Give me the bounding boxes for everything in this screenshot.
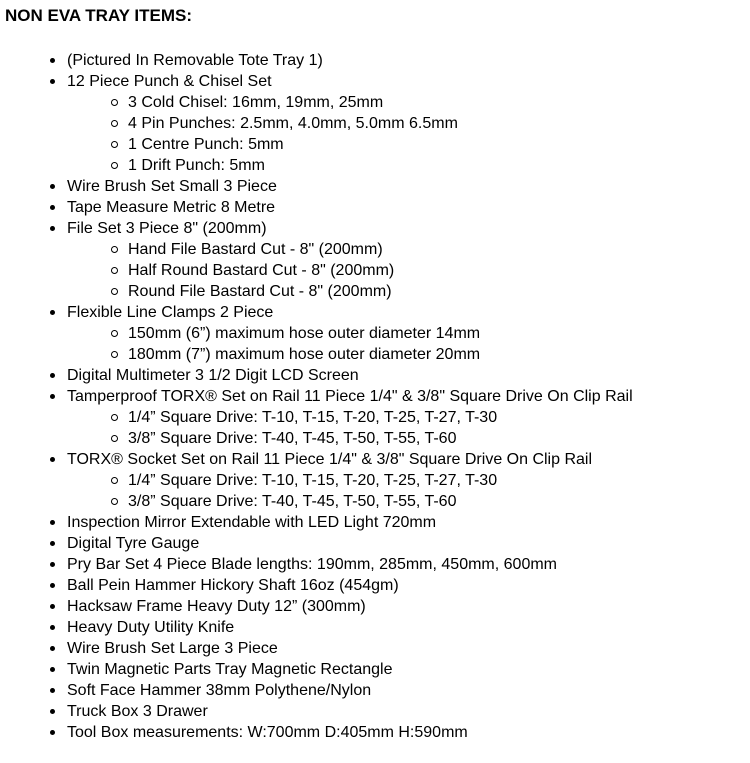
sub-list-item: 3 Cold Chisel: 16mm, 19mm, 25mm xyxy=(67,92,633,113)
list-item-label: Hacksaw Frame Heavy Duty 12” (300mm) xyxy=(67,598,366,615)
list-item xyxy=(0,218,633,302)
list-item-label: Tape Measure Metric 8 Metre xyxy=(67,199,276,216)
list-item xyxy=(0,386,633,449)
list-item-label: TORX® Socket Set on Rail 11 Piece 1/4" & 3/8" Square Drive On Clip Rail xyxy=(67,451,593,468)
section-title: NON EVA TRAY ITEMS: xyxy=(5,6,193,25)
list-item-label: Soft Face Hammer 38mm Polythene/Nylon xyxy=(67,682,372,699)
sub-list xyxy=(67,470,633,512)
list-item xyxy=(0,533,633,554)
item-list xyxy=(0,50,633,743)
list-item-label: Heavy Duty Utility Knife xyxy=(67,619,235,636)
list-item-label: Ball Pein Hammer Hickory Shaft 16oz (454gm) xyxy=(67,577,399,594)
list-item-label: Digital Multimeter 3 1/2 Digit LCD Screen xyxy=(67,367,359,384)
list-item xyxy=(0,659,633,680)
list-item xyxy=(0,722,633,743)
list-item-label: Inspection Mirror Extendable with LED Light 720mm xyxy=(67,514,437,531)
list-item-label: Flexible Line Clamps 2 Piece xyxy=(67,304,274,321)
list-item xyxy=(0,50,633,71)
list-item xyxy=(0,449,633,512)
list-item-label: (Pictured In Removable Tote Tray 1) xyxy=(67,52,323,69)
list-item-label: Tamperproof TORX® Set on Rail 11 Piece 1/4" & 3/8" Square Drive On Clip Rail xyxy=(67,388,633,405)
list-item xyxy=(0,71,633,176)
sub-list-item: 4 Pin Punches: 2.5mm, 4.0mm, 5.0mm 6.5mm xyxy=(67,113,633,134)
sub-list-item: 150mm (6”) maximum hose outer diameter 14mm xyxy=(67,323,633,344)
sub-list-item: Half Round Bastard Cut - 8" (200mm) xyxy=(67,260,633,281)
sub-list-item: 1 Drift Punch: 5mm xyxy=(67,155,633,176)
list-item-label: File Set 3 Piece 8" (200mm) xyxy=(67,220,267,237)
list-item-label: Pry Bar Set 4 Piece Blade lengths: 190mm, 285mm, 450mm, 600mm xyxy=(67,556,557,573)
sub-list-item: 1/4” Square Drive: T-10, T-15, T-20, T-25, T-27, T-30 xyxy=(67,407,633,428)
list-item xyxy=(0,197,633,218)
sub-list-item: Round File Bastard Cut - 8" (200mm) xyxy=(67,281,633,302)
list-item-label: Truck Box 3 Drawer xyxy=(67,703,208,720)
sub-list-item: 180mm (7”) maximum hose outer diameter 20mm xyxy=(67,344,633,365)
list-item-label: Tool Box measurements: W:700mm D:405mm H:590mm xyxy=(67,724,468,741)
list-item xyxy=(0,596,633,617)
sub-list-item: 3/8” Square Drive: T-40, T-45, T-50, T-55, T-60 xyxy=(67,428,633,449)
list-item xyxy=(0,680,633,701)
list-item-label: Digital Tyre Gauge xyxy=(67,535,200,552)
list-item xyxy=(0,365,633,386)
sub-list xyxy=(67,323,633,365)
list-item xyxy=(0,302,633,365)
list-item xyxy=(0,617,633,638)
list-item xyxy=(0,176,633,197)
sub-list xyxy=(67,239,633,302)
sub-list-item: 3/8” Square Drive: T-40, T-45, T-50, T-55, T-60 xyxy=(67,491,633,512)
sub-list-item: Hand File Bastard Cut - 8" (200mm) xyxy=(67,239,633,260)
sub-list xyxy=(67,92,633,176)
list-item xyxy=(0,554,633,575)
list-item xyxy=(0,701,633,722)
list-item xyxy=(0,575,633,596)
sub-list-item: 1/4” Square Drive: T-10, T-15, T-20, T-25, T-27, T-30 xyxy=(67,470,633,491)
list-item-label: 12 Piece Punch & Chisel Set xyxy=(67,73,272,90)
list-item-label: Twin Magnetic Parts Tray Magnetic Rectangle xyxy=(67,661,393,678)
sub-list-item: 1 Centre Punch: 5mm xyxy=(67,134,633,155)
list-item xyxy=(0,638,633,659)
list-item-label: Wire Brush Set Small 3 Piece xyxy=(67,178,277,195)
sub-list xyxy=(67,407,633,449)
list-item-label: Wire Brush Set Large 3 Piece xyxy=(67,640,278,657)
list-item xyxy=(0,512,633,533)
